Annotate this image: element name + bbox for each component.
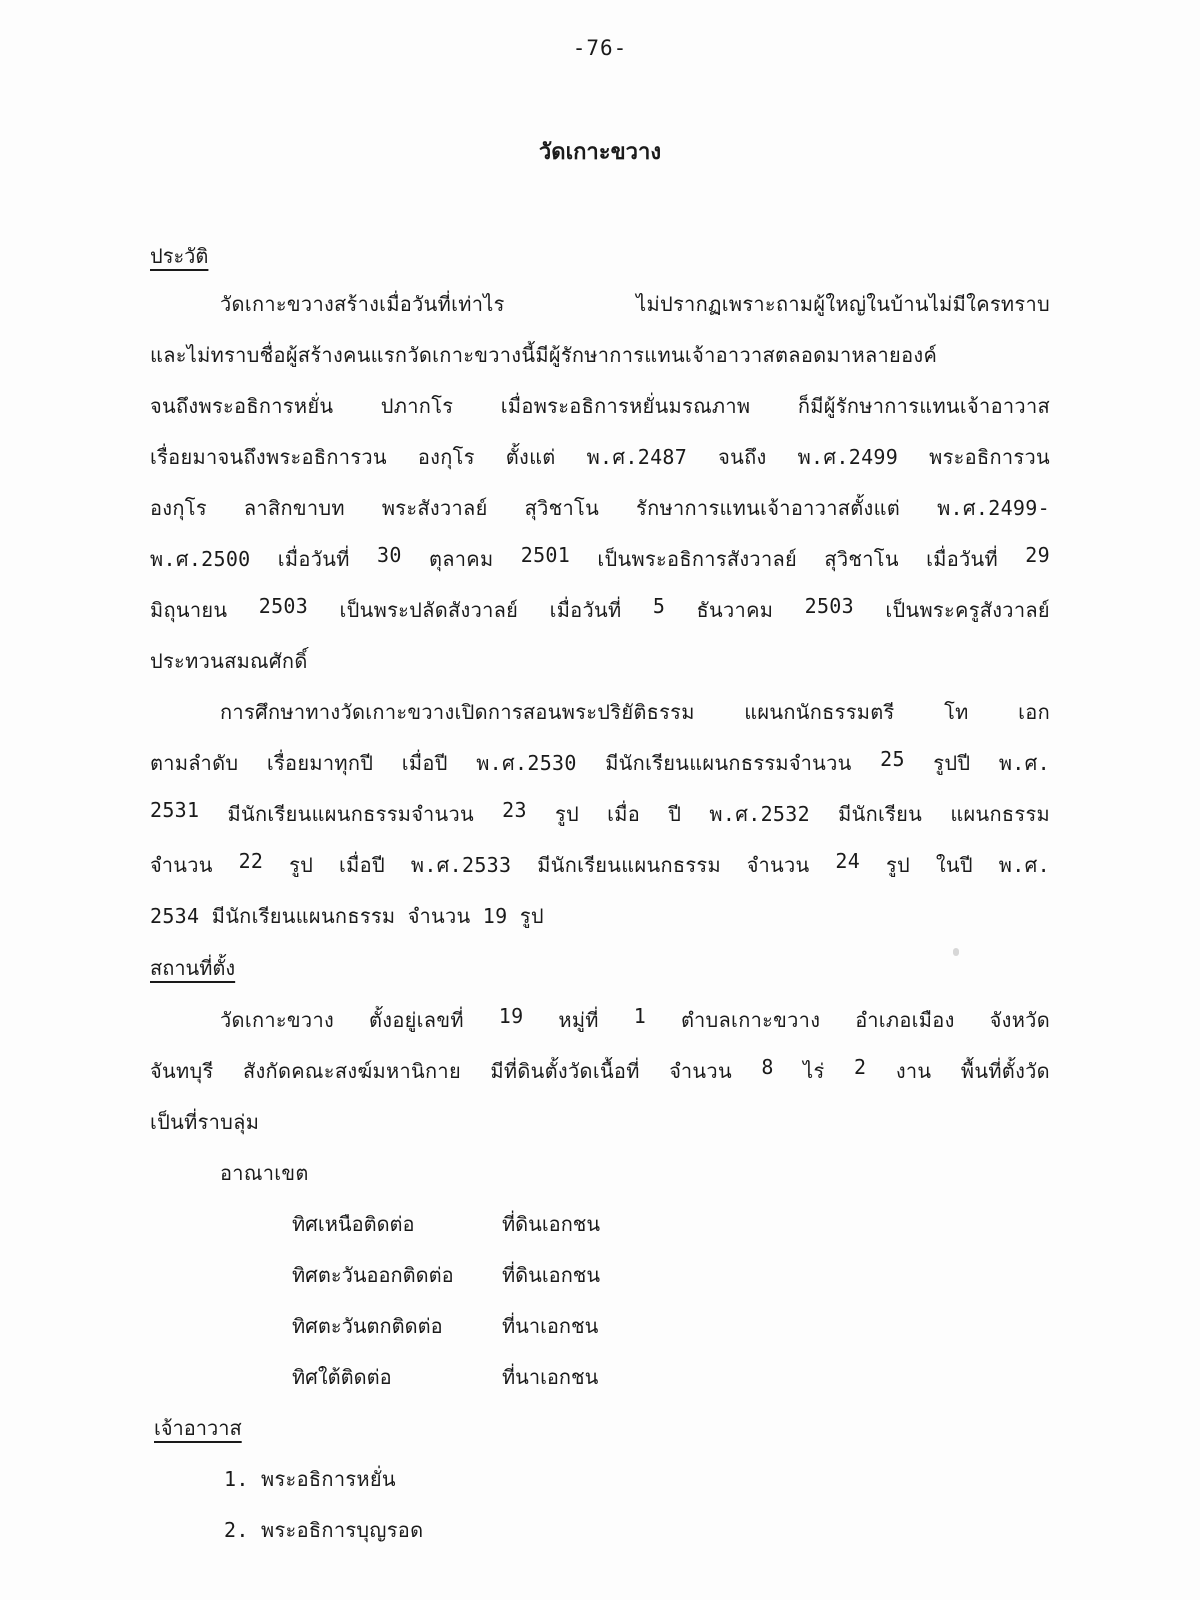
location-line-1: วัดเกาะขวาง ตั้งอยู่เลขที่ 19 หมู่ที่ 1 ตำบลเกาะขวาง อำเภอเมือง จังหวัด [220,1004,1050,1032]
boundary-label-east: ทิศตะวันออกติดต่อ [292,1263,454,1287]
history-line-6: พ.ศ.2500 เมื่อวันที่ 30 ตุลาคม 2501 เป็นพระอธิการสังวาลย์ สุวิชาโน เมื่อวันที่ 29 [150,543,1050,571]
boundary-label-north: ทิศเหนือติดต่อ [292,1212,415,1236]
location-heading: สถานที่ตั้ง [150,956,236,980]
location-line-3: เป็นที่ราบลุ่ม [150,1110,260,1134]
history-line-3: จนถึงพระอธิการหยั่น ปภากโร เมื่อพระอธิการหยั่นมรณภาพ ก็มีผู้รักษาการแทนเจ้าอาวาส [150,394,1050,418]
history-line-5: องกุโร ลาสิกขาบท พระสังวาลย์ สุวิชาโน รักษาการแทนเจ้าอาวาสตั้งแต่ พ.ศ.2499- [150,496,1050,520]
education-line-1: การศึกษาทางวัดเกาะขวางเปิดการสอนพระปริยัติธรรม แผนกนักธรรมตรี โท เอก [220,700,1050,724]
abbot-item-1: 1. พระอธิการหยั่น [224,1467,396,1491]
boundary-heading: อาณาเขต [220,1161,309,1185]
boundary-value-east: ที่ดินเอกชน [502,1263,601,1287]
scan-speck [953,948,959,956]
abbot-item-2: 2. พระอธิการบุญรอด [224,1518,424,1542]
history-heading: ประวัติ [150,244,209,268]
education-line-2: ตามลำดับ เรื่อยมาทุกปี เมื่อปี พ.ศ.2530 มีนักเรียนแผนกธรรมจำนวน 25 รูปปี พ.ศ. [150,747,1050,775]
boundary-label-west: ทิศตะวันตกติดต่อ [292,1314,443,1338]
page-number: -76- [572,36,628,60]
boundary-label-south: ทิศใต้ติดต่อ [292,1365,392,1389]
document-title: วัดเกาะขวาง [538,140,662,165]
education-line-4: จำนวน 22 รูป เมื่อปี พ.ศ.2533 มีนักเรียนแผนกธรรม จำนวน 24 รูป ในปี พ.ศ. [150,849,1050,877]
location-line-2: จันทบุรี สังกัดคณะสงฆ์มหานิกาย มีที่ดินตั้งวัดเนื้อที่ จำนวน 8 ไร่ 2 งาน พื้นที่ตั้งวัด [150,1055,1050,1083]
history-line-4: เรื่อยมาจนถึงพระอธิการวน องกุโร ตั้งแต่ พ.ศ.2487 จนถึง พ.ศ.2499 พระอธิการวน [150,445,1050,469]
history-line-2: และไม่ทราบชื่อผู้สร้างคนแรกวัดเกาะขวางนี้มีผู้รักษาการแทนเจ้าอาวาสตลอดมาหลายองค์ [150,343,938,367]
boundary-value-south: ที่นาเอกชน [502,1365,599,1389]
education-line-3: 2531 มีนักเรียนแผนกธรรมจำนวน 23 รูป เมื่อ ปี พ.ศ.2532 มีนักเรียน แผนกธรรม [150,798,1050,826]
abbot-heading: เจ้าอาวาส [154,1416,242,1440]
boundary-value-north: ที่ดินเอกชน [502,1212,601,1236]
history-line-8: ประทวนสมณศักดิ์ [150,649,308,673]
boundary-value-west: ที่นาเอกชน [502,1314,599,1338]
history-line-7: มิถุนายน 2503 เป็นพระปลัดสังวาลย์ เมื่อวันที่ 5 ธันวาคม 2503 เป็นพระครูสังวาลย์ [150,594,1050,622]
education-line-5: 2534 มีนักเรียนแผนกธรรม จำนวน 19 รูป [150,904,544,928]
history-line-1: วัดเกาะขวางสร้างเมื่อวันที่เท่าไร ไม่ปรากฏเพราะถามผู้ใหญ่ในบ้านไม่มีใครทราบ [220,292,1050,316]
